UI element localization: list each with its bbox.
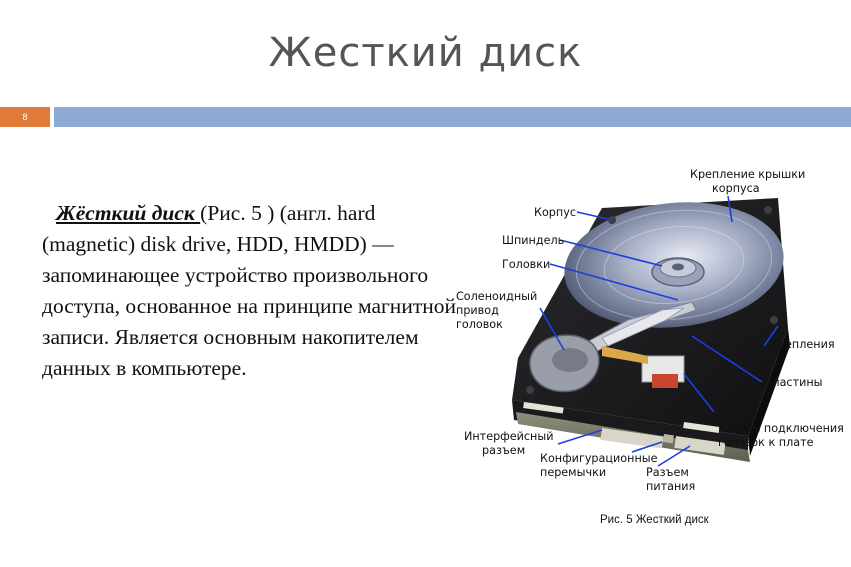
label-power-1: Разъем [646, 466, 689, 479]
label-interface-1: Интерфейсный [464, 430, 554, 443]
body-text-rest: (Рис. 5 ) (англ. hard (magnetic) disk drive, HDD, HMDD) —запоминающее устройство произвольного доступа, основанное на принципе магнитной записи. Является основным накопителем данных в компьютере. [42, 201, 456, 380]
page-number: 8 [22, 112, 28, 122]
term-hard-disk: Жёсткий диск [56, 201, 201, 225]
label-cable-1: Кабель подключения [718, 422, 844, 435]
label-cover-mount-2: корпуса [712, 182, 760, 195]
slide-title: Жесткий диск [268, 30, 583, 76]
label-case: Корпус [534, 206, 576, 219]
label-heads: Головки [502, 258, 551, 271]
label-platters: Пластины [764, 376, 823, 389]
label-cover-mount-1: Крепление крышки [690, 168, 806, 181]
label-spindle: Шпиндель [502, 234, 565, 247]
page-number-badge [0, 107, 50, 127]
label-power-2: питания [646, 480, 696, 493]
hard-disk-figure [452, 160, 851, 505]
label-mounts: Крепления [770, 338, 835, 351]
label-jumpers-1: Конфигурационные [540, 452, 658, 465]
label-jumpers-2: перемычки [540, 466, 607, 479]
figure-caption: Рис. 5 Жесткий диск [600, 514, 709, 526]
label-solenoid-1: Соленоидный [456, 290, 538, 303]
label-cable-2: головок к плате [718, 436, 814, 449]
title-divider-bar [54, 107, 851, 127]
label-solenoid-2: привод [456, 304, 499, 317]
label-interface-2: разъем [482, 444, 526, 457]
body-paragraph [42, 198, 462, 384]
label-solenoid-3: головок [456, 318, 503, 331]
